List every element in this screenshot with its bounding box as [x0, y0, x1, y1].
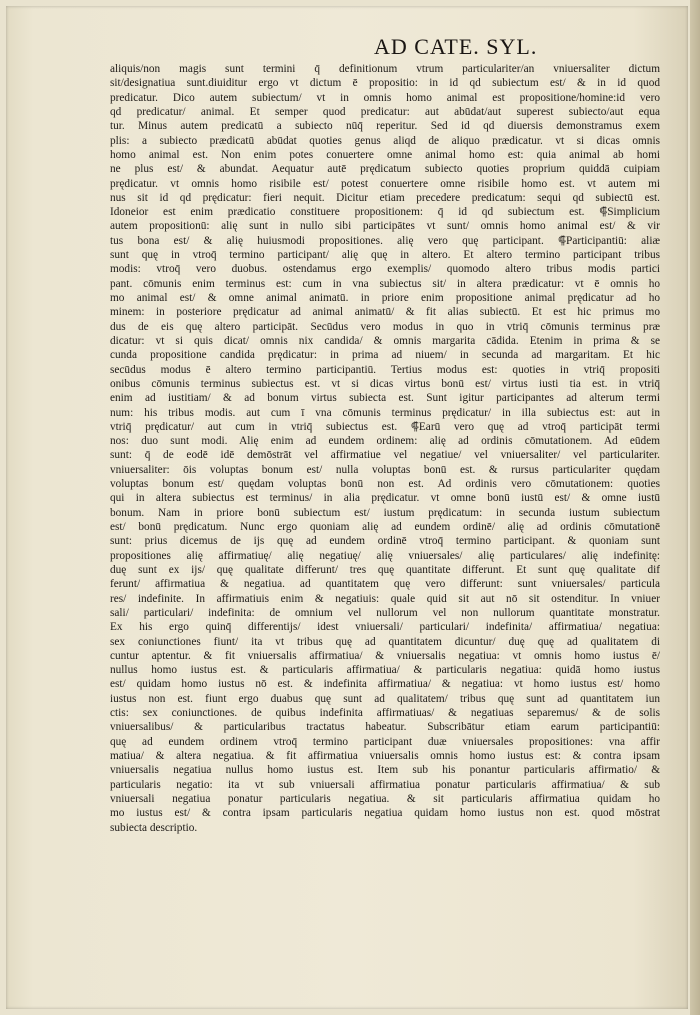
text-line: cuntur aptentur. & fit vniuersalis affirmatiua/ & vniuersalis negatiua: vt omnis homo iustus ē/ [110, 649, 660, 662]
text-line: predicatur. Dico autem subiectum/ vt in omnis homo animal est propositione/homine:id vero [110, 91, 660, 104]
text-line: bonum. Nam in priore bonū subiectum est/ iustum prędicatum: in secunda iustum subiectum [110, 506, 660, 519]
text-line: homo animal est. Non enim potes conuertere omne animal homo est: quia animal ab homi [110, 148, 660, 161]
text-line: voluptas bonum est/ quędam voluptas bonū non est. Ad ordinis vero cōmutationem: quoties [110, 478, 660, 491]
text-line: res/ indefinite. In affirmatiuis enim & negatiuis: quale quid sit aut nō sit ostenditur. In vniuer [110, 592, 660, 605]
text-line: prędicatur. vt omnis homo risibile est/ potest conuertere omne risibile homo est. vt autem mi [110, 177, 660, 190]
text-line: sali/ particulari/ indefinita: de omnium vel nullorum vel non nullorum quantitate monstratur. [110, 606, 660, 619]
text-line: sex coniunctiones fiunt/ ita vt tribus quę ad quantitatem dicuntur/ duę quę ad qualitatem di [110, 635, 660, 648]
text-line: tur. Minus autem predicatū a subiecto nūq̄ reperitur. Sed id qd diuersis demonstramus exem [110, 120, 660, 133]
text-line: particularis negatio: ita vt sub vniuersali affirmatiua ponatur particularis affirmatiua/ & sub [110, 778, 660, 791]
text-line: quę ad eundem ordinem vtroq̄ termino participant duæ vniuersales propositiones: vna affir [110, 735, 660, 748]
text-line: tus bona est/ & alię huiusmodi propositiones. alię vero quę participant. ⸿Participantiū: aliæ [110, 234, 660, 247]
text-line: propositiones alię affirmatiuę/ alię negatiuę/ alię vniuersales/ alię particulares/ alię indefinitę: [110, 549, 660, 562]
text-line: mo iustus est/ & contra ipsam particularis negatiua quidam homo iustus non est. quod mōstrat [110, 807, 660, 820]
text-line: sunt: q̄ de eodē idē demōstrāt vel affirmatiue vel negatiue/ vel vniuersaliter/ vel particulariter. [110, 449, 660, 462]
text-line: est/ bonū prędicatum. Nunc ergo quoniam alię ad eundem ordinē/ alię ad ordinis cōmutationē [110, 521, 660, 533]
text-line: modis: vtroq̄ vero duobus. ostendamus ergo exemplis/ quomodo altero tribus modis partici [110, 263, 660, 276]
text-line: pant. cōmunis enim terminus est: cum in vna subiectus sit/ in altera prædicatur: vt ē omnis ho [110, 277, 660, 290]
text-line: sunt quę in vtroq̄ termino participant/ alię quę in altero. Et altero termino participant tribus [110, 249, 660, 262]
page-edge [690, 0, 700, 1015]
text-line: aliquis/non magis sunt termini q̄ definitionum vtrum particulariter/an vniuersaliter dictum [110, 63, 660, 75]
text-line: matiua/ & altera negatiua. & fit affirmatiua vniuersalis omnis homo iustus est: & contra ipsam [110, 750, 660, 762]
text-line: qd predicatur/ animal. Et semper quod predicatur: aut abūdat/aut superest subiecto/aut equa [110, 105, 660, 118]
text-line: autem propositionū: alię sunt in nullo sibi participātes vt sunt/ omnis homo animal est/ & vir [110, 220, 660, 233]
text-line: dus de eis quę altero participāt. Secūdus vero modus in quo in vtriq̄ cōmunis terminus præ [110, 320, 660, 333]
text-line: mo animal est/ & omne animal animatū. in priore enim propositione animal prędicatur ad ho [110, 292, 660, 304]
text-line: vniuersaliter: ōis voluptas bonum est/ nulla voluptas bonū est. & rursus particulariter quędam [110, 463, 660, 476]
text-line: ne plus est/ & abundat. Aequatur autē prędicatum subiecto quoties proprium quiddā cuipiam [110, 163, 660, 176]
text-line: nus sit id qd prędicatur: fieri nequit. Dicitur etiam precedere predicatum: sequi qd subiectū est. [110, 191, 660, 204]
text-line: onibus cōmunis terminus subiectus est. vt si dicas virtus bonū est/ virtus iusti tia est. in vtriq̄ [110, 377, 660, 390]
text-line: dicatur: vt si quis dicat/ omnis nix candida/ & omnis margarita cādida. Etenim in prima & se [110, 334, 660, 347]
text-line: num: his tribus modis. aut cum ī vna cōmunis terminus prędicatur/ in illa subiectus est: aut in [110, 406, 660, 419]
text-line: ferunt/ affirmatiua & negatiua. ad quantitatem quę vero differunt: sunt vniuersales/ particula [110, 578, 660, 591]
text-line: ctis: sex coniunctiones. de quibus indefinita affirmatiuas/ & negatiuas separemus/ & de solis [110, 707, 660, 720]
text-line: vniuersali negatiua ponatur particularis negatiua. & sit particularis affirmatiua quidam ho [110, 792, 660, 805]
text-line: qui in altera subiectus est terminus/ in alia prędicatur. vt omne bonū iustū est/ & omne iustū [110, 492, 660, 505]
text-line: sunt: prius dicemus de ijs quę ad eundem ordinē vtroq̄ termino participant. & quoniam sunt [110, 535, 660, 548]
text-line: nullus homo iustus est. & particularis affirmatiua/ & particularis negatiua: quidā homo iustus [110, 664, 660, 677]
text-line: est/ quidam homo iustus nō est. & indefinita affirmatiua/ & negatiua: vt homo iustus est/ homo [110, 678, 660, 691]
text-line: cunda propositione candida prędicatur: in prima ad niuem/ in secunda ad margaritam. Et hic [110, 349, 660, 362]
text-line: subiecta descriptio. [110, 821, 198, 834]
text-line: vniuersalibus/ & particularibus tractatus habeatur. Subscribātur etiam earum participantiū: [110, 721, 660, 734]
text-line: Idoneior est enim prædicatio constituere propositionem: q̄ id qd subiectum est. ⸿Simplicium [110, 206, 660, 219]
text-line: duę sunt ex ijs/ quę qualitate differunt/ tres quę quantitate differunt. Et sunt quę qualitate dif [110, 563, 660, 576]
text-line: Ex his ergo quinq̄ differentijs/ idest vniuersali/ particulari/ indefinita/ affirmatiua/ negatiua: [110, 621, 660, 634]
text-line: iustus non est. fiunt ergo duabus quę sunt ad qualitatem/ tribus quę sunt ad quantitatem iun [110, 692, 660, 705]
text-line: secūdus modus ē altero termino participantiū. Tertius modus est: quoties in vtriq̄ propositi [110, 363, 660, 376]
text-line: enim ad iustitiam/ & ad bonum virtus subiecta est. Sunt igitur participantes ad alterum termi [110, 392, 660, 405]
text-line: vtriq̄ prędicatur/ aut cum in vtriq̄ subiectus est. ⸿Earū vero quę ad vtroq̄ participāt termi [110, 420, 660, 433]
text-line: vniuersalis negatiua nullus homo iustus est. Item sub his ponantur particularis affirmatio/ & [110, 764, 660, 777]
running-header: AD CATE. SYL. [374, 34, 538, 59]
text-line: nos: duo sunt modi. Alię enim ad eundem ordinem: alię ad ordinis cōmutationem. Ad eūdem [110, 435, 660, 448]
text-line: plis: a subiecto prædicatū abūdat quoties genus aliqd de aliquo prædicatur. vt si dicas omnis [110, 134, 660, 147]
text-block [110, 62, 660, 835]
text-line: minem: in posteriore prędicatur ad animal animatū/ & fit alias subiectū. Et est hic primus mo [110, 306, 660, 319]
text-line: sit/designatiua sunt.diuiditur ergo vt dictum ē propositio: in id qd subiectum est/ & in id quod [110, 77, 660, 90]
